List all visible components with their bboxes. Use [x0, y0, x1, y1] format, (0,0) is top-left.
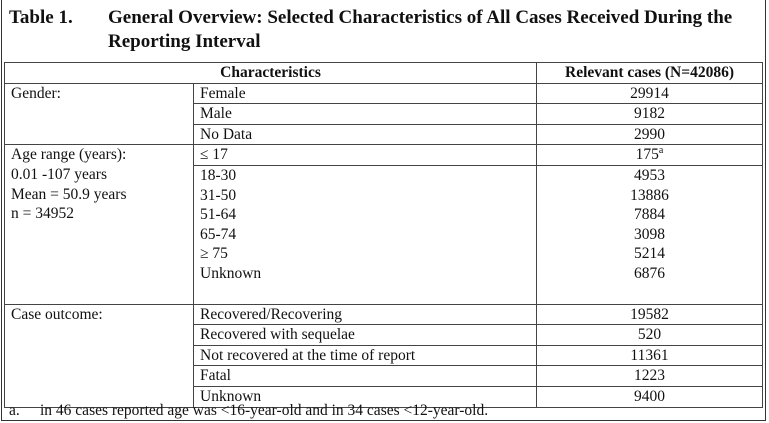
age-val-1: 4953	[537, 165, 763, 185]
spacer-cell	[194, 284, 537, 305]
age-val-0	[537, 145, 763, 166]
gender-label: Gender:	[5, 83, 194, 145]
outcome-sub-3: Fatal	[194, 366, 537, 387]
age-sub-0: ≤ 17	[194, 145, 537, 166]
characteristics-table	[4, 62, 763, 408]
outcome-sub-1: Recovered with sequelae	[194, 325, 537, 346]
header-relevant-cases: Relevant cases (N=42086)	[537, 63, 763, 84]
outcome-val-2: 11361	[537, 345, 763, 366]
footnote-marker: a	[658, 145, 664, 157]
header-row	[5, 63, 763, 84]
table-title-text: General Overview: Selected Characteristics of All Cases Received During the Reporting Interval	[108, 7, 733, 52]
outcome-val-3: 1223	[537, 366, 763, 387]
age-sub-5: ≥ 75	[194, 244, 537, 264]
age-label	[5, 145, 194, 304]
gender-sub-0: Female	[194, 83, 537, 104]
header-characteristics: Characteristics	[5, 63, 537, 84]
gender-sub-2: No Data	[194, 124, 537, 145]
age-val-2: 13886	[537, 186, 763, 206]
gender-val-1: 9182	[537, 104, 763, 125]
age-sub-4: 65-74	[194, 225, 537, 245]
outcome-val-0: 19582	[537, 304, 763, 325]
age-sub-1: 18-30	[194, 165, 537, 185]
age-val-5: 5214	[537, 244, 763, 264]
age-label-line: 0.01 -107 years	[11, 165, 107, 183]
age-label-line: n = 34952	[11, 205, 74, 223]
table-row	[5, 83, 763, 104]
age-val-3: 7884	[537, 205, 763, 225]
outcome-sub-4: Unknown	[194, 386, 537, 407]
gender-val-0: 29914	[537, 83, 763, 104]
outcome-label: Case outcome:	[5, 304, 194, 407]
outcome-sub-0: Recovered/Recovering	[194, 304, 537, 325]
age-sub-3: 51-64	[194, 205, 537, 225]
gender-val-2: 2990	[537, 124, 763, 145]
footnote-label: a.	[9, 402, 20, 419]
gender-sub-1: Male	[194, 104, 537, 125]
age-sub-2: 31-50	[194, 186, 537, 206]
table-number: Table 1.	[9, 7, 73, 28]
outcome-val-4: 9400	[537, 386, 763, 407]
age-sub-6: Unknown	[194, 264, 537, 284]
age-label-line: Age range (years):	[11, 146, 127, 164]
table-row	[5, 304, 763, 325]
age-label-line: Mean = 50.9 years	[11, 185, 127, 203]
outcome-sub-2: Not recovered at the time of report	[194, 345, 537, 366]
spacer-cell	[537, 284, 763, 305]
table-row	[5, 145, 763, 166]
age-val-0-number: 175	[635, 146, 659, 164]
footnote-text: in 46 cases reported age was <16-year-old and in 34 cases <12-year-old.	[40, 402, 489, 419]
outcome-val-1: 520	[537, 325, 763, 346]
age-val-4: 3098	[537, 225, 763, 245]
age-val-6: 6876	[537, 264, 763, 284]
